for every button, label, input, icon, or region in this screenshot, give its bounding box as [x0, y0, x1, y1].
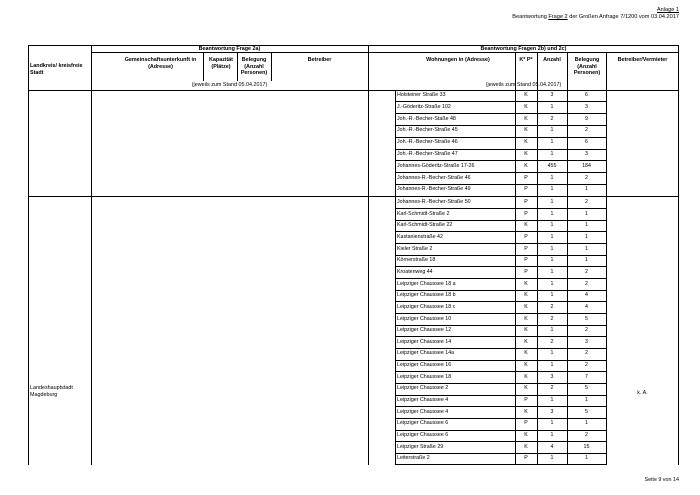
- table-row: [395, 255, 606, 267]
- table-row: [395, 290, 606, 302]
- kp-cell: P: [524, 186, 528, 193]
- kp-cell: P: [524, 174, 528, 181]
- anzahl-cell: 1: [550, 280, 554, 287]
- address-cell: Leipziger Chaussee 2: [397, 385, 449, 392]
- anzahl-cell: 1: [550, 139, 554, 146]
- address-cell: Leipziger Chaussee 18: [397, 373, 452, 380]
- anzahl-cell: 1: [550, 210, 554, 217]
- table-row: [395, 430, 606, 442]
- address-cell: Holsteiner Straße 33: [397, 92, 446, 98]
- address-cell: Leipziger Chaussee 14: [397, 338, 452, 345]
- kp-cell: K: [524, 162, 528, 169]
- table-row: [395, 125, 606, 137]
- address-cell: Leipziger Chaussee 18 c: [397, 303, 456, 310]
- table-row: [395, 360, 606, 372]
- anzahl-cell: 1: [550, 455, 554, 462]
- table-row: [395, 149, 606, 161]
- belegung-cell: 1: [585, 397, 588, 404]
- table-row: [395, 395, 606, 407]
- table-row: [395, 137, 606, 149]
- belegung-cell: 184: [582, 162, 591, 169]
- kp-cell: K: [524, 92, 528, 98]
- kp-cell: K: [524, 115, 528, 122]
- page-number: Seite 9 von 14: [644, 477, 679, 483]
- address-cell: J.-Göderitz-Straße 102: [397, 103, 451, 110]
- table-row: [395, 372, 606, 384]
- address-cell: Leipziger Chaussee 12: [397, 327, 452, 334]
- anzahl-cell: 1: [550, 432, 554, 438]
- address-cell: Joh.-R.-Becher-Straße 46: [397, 139, 458, 146]
- anzahl-cell: 1: [550, 257, 554, 264]
- table-row: [395, 348, 606, 360]
- table-row: [395, 418, 606, 430]
- address-cell: Kieler Straße 2: [397, 245, 433, 252]
- anzahl-cell: 1: [550, 199, 554, 205]
- table-row: [395, 173, 606, 185]
- belegung-cell: 1: [585, 455, 588, 462]
- kp-cell: K: [524, 373, 528, 380]
- group-header-left: Beantwortung Frage 2a): [198, 46, 261, 52]
- kp-cell: P: [524, 245, 528, 252]
- belegung-cell: 1: [585, 233, 588, 240]
- address-cell: Leipziger Straße 29: [397, 443, 444, 450]
- vermieter-value: k. A.: [637, 390, 648, 396]
- belegung-cell: 5: [585, 385, 588, 392]
- address-cell: Leipziger Chaussee 14a: [397, 350, 455, 357]
- belegung-cell: 4: [585, 303, 588, 310]
- col-wohnungen: Wohnungen in (Adresse): [426, 57, 490, 63]
- group-header-right: Beantwortung Fragen 2b) und 2c): [480, 46, 567, 52]
- belegung-cell: 2: [585, 280, 588, 287]
- stand-note-right: (jeweils zum Stand 05.04.2017): [485, 82, 562, 88]
- belegung-cell: 1: [585, 245, 588, 252]
- table-row: [395, 442, 606, 454]
- belegung-cell: 3: [585, 338, 588, 345]
- belegung-cell: 2: [585, 327, 588, 334]
- table-row: [395, 453, 606, 465]
- belegung-cell: 9: [585, 115, 588, 122]
- kp-cell: P: [524, 257, 528, 264]
- kp-cell: K: [524, 327, 528, 334]
- belegung-cell: 2: [585, 350, 588, 357]
- belegung-cell: 5: [585, 408, 588, 415]
- belegung-cell: 2: [585, 268, 588, 275]
- address-cell: Leipziger Chaussee 4: [397, 408, 449, 415]
- table-row: [395, 337, 606, 349]
- table-row: [395, 90, 606, 102]
- address-cell: Karl-Schmidt-Straße 2: [397, 210, 450, 217]
- address-cell: Leipziger Chaussee 6: [397, 432, 449, 438]
- col-betreiber: Betreiber: [307, 57, 332, 63]
- document-reference: Beantwortung Frage 2 der Großen Anfrage 7/1200 vom 03.04.2017: [512, 14, 679, 20]
- address-cell: Leipziger Chaussee 16: [397, 362, 452, 369]
- anzahl-cell: 455: [547, 162, 557, 169]
- table-row: [395, 209, 606, 221]
- address-cell: Kroatenweg 44: [397, 268, 433, 275]
- anzahl-cell: 1: [550, 174, 554, 181]
- kp-cell: K: [524, 303, 528, 310]
- anzahl-cell: 1: [550, 268, 554, 275]
- belegung-cell: 1: [585, 222, 588, 229]
- table-row: [395, 184, 606, 196]
- anzahl-cell: 1: [550, 151, 554, 157]
- table-row: [395, 325, 606, 337]
- belegung-cell: 3: [585, 103, 588, 110]
- table-row: [395, 302, 606, 314]
- kp-cell: P: [524, 268, 528, 275]
- belegung-cell: 2: [585, 432, 588, 438]
- address-cell: Joh.-R.-Becher-Staße 48: [397, 115, 456, 122]
- address-cell: Körnerstraße 18: [397, 257, 436, 264]
- anzahl-cell: 1: [550, 186, 554, 193]
- belegung-cell: 1: [585, 420, 588, 427]
- col-kp: K* P*: [519, 57, 533, 63]
- anzahl-cell: 1: [550, 397, 554, 404]
- belegung-cell: 1: [585, 210, 588, 217]
- anzahl-cell: 1: [550, 350, 554, 357]
- belegung-cell: 4: [585, 292, 588, 299]
- table-row: [395, 314, 606, 326]
- col-kapazitaet: Kapazität (Plätze): [209, 57, 233, 70]
- belegung-cell: 2: [585, 127, 588, 134]
- address-cell: Johannes-R.-Becher-Straße 46: [397, 174, 471, 181]
- kp-cell: P: [524, 199, 528, 205]
- kp-cell: K: [524, 222, 528, 229]
- table-row: [395, 244, 606, 256]
- anzahl-cell: 1: [550, 327, 554, 334]
- kp-cell: K: [524, 443, 528, 450]
- col-belegung-left: Belegung (Anzahl Personen): [240, 57, 268, 76]
- anzahl-cell: 3: [550, 92, 554, 98]
- table-row: [395, 383, 606, 395]
- belegung-cell: 5: [585, 315, 588, 322]
- table-row: [395, 279, 606, 291]
- table-row: [395, 232, 606, 244]
- kp-cell: K: [524, 338, 528, 345]
- anzahl-cell: 1: [550, 222, 554, 229]
- belegung-cell: 2: [585, 199, 588, 205]
- address-cell: Joh.-R.-Becher-Straße 45: [397, 127, 458, 134]
- address-cell: Leipziger Chaussee 6: [397, 420, 449, 427]
- table-row: [395, 114, 606, 126]
- belegung-cell: 1: [585, 186, 588, 193]
- anzahl-cell: 2: [550, 338, 554, 345]
- anzahl-cell: 2: [550, 385, 554, 392]
- kp-cell: K: [524, 139, 528, 146]
- belegung-cell: 2: [585, 174, 588, 181]
- kp-cell: P: [524, 233, 528, 240]
- anzahl-cell: 1: [550, 245, 554, 252]
- address-cell: Leipziger Chaussee 18 a: [397, 280, 456, 287]
- table-row: [395, 220, 606, 232]
- kp-cell: P: [524, 455, 528, 462]
- kp-cell: K: [524, 385, 528, 392]
- anzahl-cell: 1: [550, 420, 554, 427]
- address-cell: Leiterstraße 2: [397, 455, 430, 462]
- anzahl-cell: 1: [550, 292, 554, 299]
- kp-cell: K: [524, 350, 528, 357]
- address-cell: Leipziger Chaussee 18 b: [397, 292, 456, 299]
- kp-cell: K: [524, 127, 528, 134]
- address-cell: Leipziger Chaussee 4: [397, 397, 449, 404]
- anzahl-cell: 3: [550, 408, 554, 415]
- kp-cell: P: [524, 420, 528, 427]
- belegung-cell: 3: [585, 151, 588, 157]
- belegung-cell: 15: [583, 443, 590, 450]
- anzahl-cell: 4: [550, 443, 554, 450]
- table-row: [395, 407, 606, 419]
- kp-cell: P: [524, 397, 528, 404]
- col-anzahl: Anzahl: [543, 57, 561, 63]
- kp-cell: K: [524, 432, 528, 438]
- belegung-cell: 7: [585, 373, 588, 380]
- city-label: Landeshauptstadt Magdeburg: [30, 385, 73, 398]
- anzahl-cell: 3: [550, 373, 554, 380]
- col-vermieter: Betreiber/Vermieter: [617, 57, 668, 63]
- address-cell: Johannes-R.-Becher-Straße 49: [397, 186, 471, 193]
- belegung-cell: 6: [585, 139, 588, 146]
- col-landkreis: Landkreis/ kreisfreie Stadt: [30, 63, 83, 76]
- belegung-cell: 1: [585, 257, 588, 264]
- address-cell: Joh.-R.-Becher-Straße 47: [397, 151, 458, 157]
- annex-label: Anlage 1: [656, 7, 679, 13]
- col-gemeinschaftsunterkunft: Gemeinschaftsunterkunft in (Adresse): [124, 57, 197, 70]
- anzahl-cell: 1: [550, 362, 554, 369]
- kp-cell: K: [524, 362, 528, 369]
- col-belegung-right: Belegung (Anzahl Personen): [573, 57, 601, 76]
- anzahl-cell: 1: [550, 233, 554, 240]
- kp-cell: K: [524, 292, 528, 299]
- address-cell: Leipziger Chaussee 10: [397, 315, 452, 322]
- kp-cell: K: [524, 151, 528, 157]
- address-cell: Kastanienstraße 42: [397, 233, 443, 240]
- anzahl-cell: 1: [550, 127, 554, 134]
- kp-cell: K: [524, 315, 528, 322]
- kp-cell: K: [524, 280, 528, 287]
- anzahl-cell: 2: [550, 115, 554, 122]
- address-cell: Johannes-R.-Becher-Straße 50: [397, 199, 471, 205]
- anzahl-cell: 2: [550, 303, 554, 310]
- table-row: [395, 102, 606, 114]
- anzahl-cell: 2: [550, 315, 554, 322]
- address-cell: Karl-Schmidt-Straße 22: [397, 222, 453, 229]
- table-row: [395, 197, 606, 209]
- table-row: [395, 267, 606, 279]
- anzahl-cell: 1: [550, 103, 554, 110]
- kp-cell: K: [524, 408, 528, 415]
- address-cell: Johannes-Göderitz-Straße 17-26: [397, 162, 475, 169]
- belegung-cell: 6: [585, 92, 588, 98]
- stand-note-left: (jeweils zum Stand 05.04.2017): [191, 82, 268, 88]
- belegung-cell: 2: [585, 362, 588, 369]
- data-table: [28, 45, 679, 465]
- kp-cell: K: [524, 103, 528, 110]
- kp-cell: P: [524, 210, 528, 217]
- table-row: [395, 161, 606, 173]
